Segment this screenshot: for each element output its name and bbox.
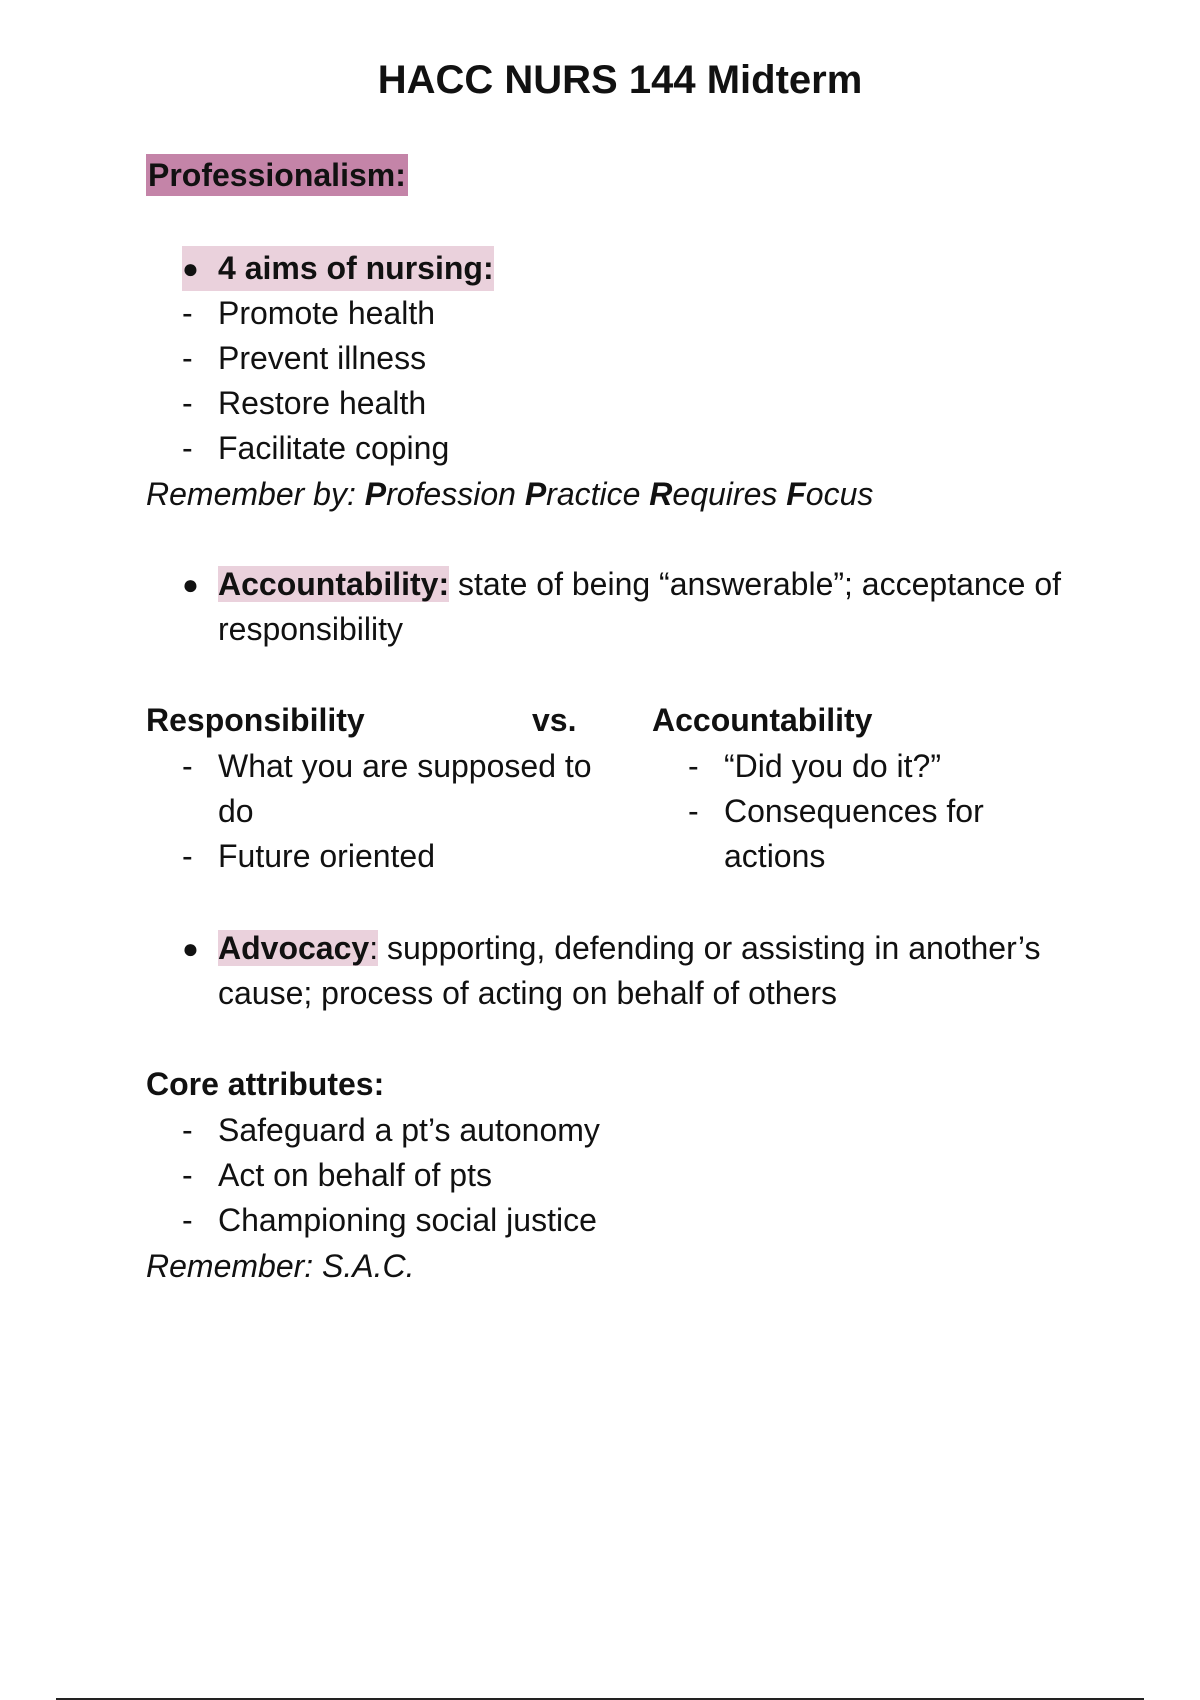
document-title: HACC NURS 144 Midterm [377,58,863,102]
list-item: - Act on behalf of pts [182,1157,492,1193]
aims-heading: 4 aims of nursing: [218,246,494,291]
aims-list [182,291,449,471]
list-item: - What you are supposed to do [182,748,592,829]
list-item: - Facilitate coping [182,430,450,466]
list-item: - Championing social justice [182,1202,597,1238]
bullet-dot-icon: ● [182,246,218,291]
vs-label: vs. [532,702,577,738]
list-item: - Prevent illness [182,340,427,376]
list-item: - Promote health [182,295,436,331]
core-attributes-heading: Core attributes: [146,1066,385,1102]
bullet-dot-icon: ● [182,933,199,964]
responsibility-list [182,744,602,879]
bullet-dot-icon: ● [182,569,199,600]
accountability-list [688,744,1058,879]
section-heading-professionalism: Professionalism: [146,154,408,196]
accountability-heading: Accountability [652,702,873,738]
responsibility-heading: Responsibility [146,702,365,738]
advocacy-definition: Advocacy: supporting, defending or assisting in another’s cause; process of acting on behalf of others [218,930,1041,1011]
accountability-definition: Accountability: state of being “answerable”; acceptance of responsibility [218,566,1062,647]
list-item: - Future oriented [182,838,436,874]
list-item: - Restore health [182,385,427,421]
list-item: - Safeguard a pt’s autonomy [182,1112,600,1148]
list-item: - “Did you do it?” [688,748,941,784]
advocacy-term: Advocacy: [218,930,379,966]
aims-mnemonic: Remember by: Profession Practice Requires Focus [146,476,874,512]
core-attributes-list [182,1108,600,1243]
core-attributes-mnemonic: Remember: S.A.C. [146,1248,415,1284]
accountability-term: Accountability: [218,566,450,602]
list-item: - Consequences for actions [688,793,984,874]
